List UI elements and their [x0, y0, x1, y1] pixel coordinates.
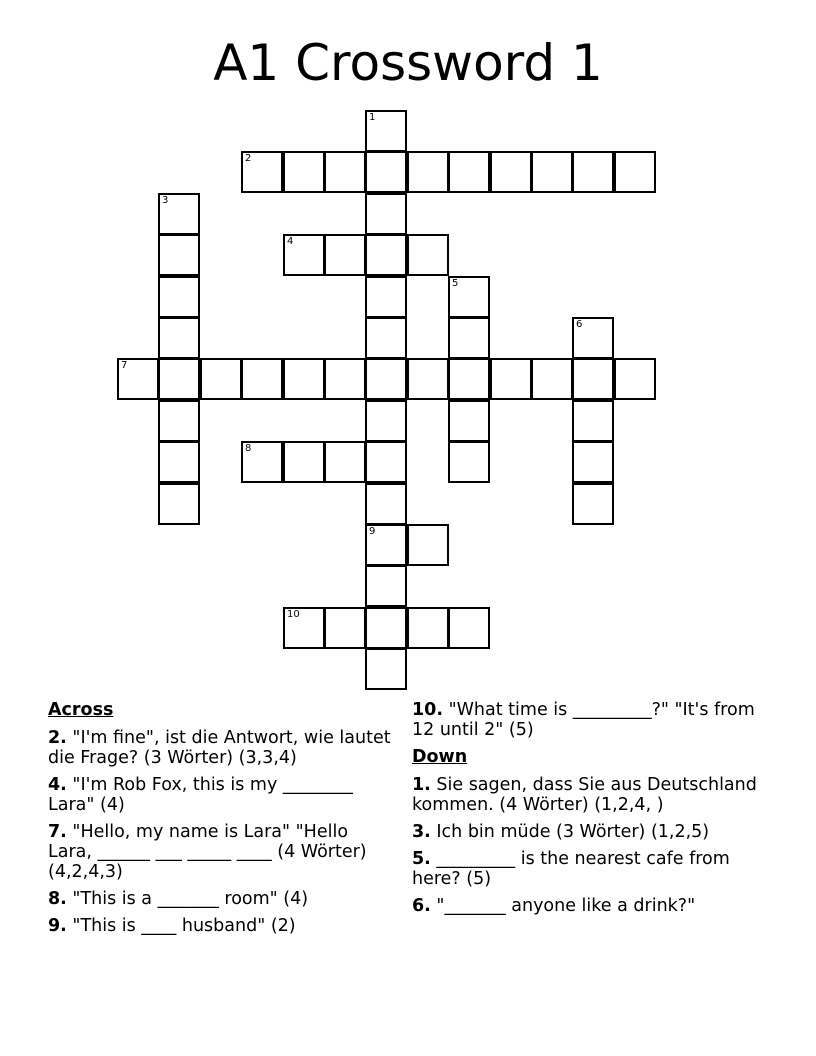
crossword-cell[interactable]	[365, 317, 407, 359]
clue-text: "I'm Rob Fox, this is my ________ Lara" (4)	[48, 775, 353, 815]
crossword-cell[interactable]	[158, 276, 200, 318]
crossword-cell[interactable]	[158, 193, 200, 235]
clue-text: "What time is _________?" "It's from 12 until 2" (5)	[412, 700, 755, 740]
clue-across-9	[48, 916, 393, 936]
crossword-cell[interactable]	[572, 151, 614, 193]
crossword-cell[interactable]	[158, 317, 200, 359]
clue-across-10	[412, 700, 757, 740]
clue-text: "Hello, my name is Lara" "Hello Lara, ______ ___ _____ ____ (4 Wörter) (4,2,4,3)	[48, 822, 367, 882]
clue-text: Ich bin müde (3 Wörter) (1,2,5)	[430, 822, 710, 842]
cell-number: 3	[162, 195, 169, 206]
crossword-cell[interactable]	[614, 151, 656, 193]
crossword-cell[interactable]	[365, 400, 407, 442]
crossword-cell[interactable]	[158, 441, 200, 483]
clue-across-7	[48, 822, 393, 882]
clue-text: Sie sagen, dass Sie aus Deutschland kommen. (4 Wörter) (1,2,4, )	[412, 775, 757, 815]
clue-number: 5.	[412, 849, 431, 869]
clue-text: _________ is the nearest cafe from here? (5)	[412, 849, 730, 889]
clue-number: 8.	[48, 889, 67, 909]
crossword-cell[interactable]	[158, 234, 200, 276]
cell-number: 8	[245, 443, 252, 454]
clue-down-5	[412, 849, 757, 889]
crossword-cell[interactable]	[241, 441, 283, 483]
clue-number: 9.	[48, 916, 67, 936]
crossword-cell[interactable]	[365, 234, 407, 276]
cell-number: 9	[369, 526, 376, 537]
clue-down-1	[412, 775, 757, 815]
crossword-cell[interactable]	[531, 151, 573, 193]
puzzle-title: A1 Crossword 1	[213, 34, 603, 92]
clue-number: 3.	[412, 822, 431, 842]
crossword-cell[interactable]	[448, 151, 490, 193]
clue-text: "This is ____ husband" (2)	[66, 916, 296, 936]
crossword-cell[interactable]	[365, 441, 407, 483]
crossword-cell[interactable]	[572, 483, 614, 525]
down-heading: Down	[412, 747, 468, 767]
crossword-cell[interactable]	[158, 400, 200, 442]
cell-number: 1	[369, 112, 376, 123]
clue-text: "_______ anyone like a drink?"	[430, 896, 696, 916]
clue-text: "This is a _______ room" (4)	[66, 889, 309, 909]
crossword-cell[interactable]	[490, 151, 532, 193]
clue-number: 2.	[48, 728, 67, 748]
crossword-cell[interactable]	[572, 317, 614, 359]
crossword-cell[interactable]	[241, 358, 283, 400]
cell-number: 5	[452, 278, 459, 289]
cell-number: 4	[287, 236, 294, 247]
crossword-cell[interactable]	[324, 234, 366, 276]
crossword-cell[interactable]	[365, 358, 407, 400]
clue-down-6	[412, 896, 757, 916]
crossword-cell[interactable]	[283, 151, 325, 193]
crossword-cell[interactable]	[158, 358, 200, 400]
crossword-cell[interactable]	[117, 358, 159, 400]
crossword-cell[interactable]	[324, 441, 366, 483]
cell-number: 2	[245, 153, 252, 164]
crossword-cell[interactable]	[365, 565, 407, 607]
clues-right-column	[412, 700, 757, 923]
crossword-cell[interactable]	[365, 648, 407, 690]
crossword-cell[interactable]	[448, 317, 490, 359]
crossword-cell[interactable]	[283, 607, 325, 649]
crossword-cell[interactable]	[614, 358, 656, 400]
crossword-cell[interactable]	[448, 400, 490, 442]
crossword-cell[interactable]	[241, 151, 283, 193]
crossword-cell[interactable]	[365, 151, 407, 193]
clue-across-8	[48, 889, 393, 909]
crossword-cell[interactable]	[365, 276, 407, 318]
crossword-cell[interactable]	[572, 358, 614, 400]
crossword-cell[interactable]	[407, 607, 449, 649]
cell-number: 7	[121, 360, 128, 371]
clues-left-column	[48, 700, 393, 943]
clue-number: 7.	[48, 822, 67, 842]
crossword-cell[interactable]	[324, 151, 366, 193]
clue-number: 4.	[48, 775, 67, 795]
crossword-cell[interactable]	[531, 358, 573, 400]
clue-number: 6.	[412, 896, 431, 916]
crossword-cell[interactable]	[365, 193, 407, 235]
clue-across-4	[48, 775, 393, 815]
crossword-cell[interactable]	[448, 276, 490, 318]
crossword-cell[interactable]	[490, 358, 532, 400]
crossword-cell[interactable]	[283, 234, 325, 276]
across-heading: Across	[48, 700, 114, 720]
crossword-cell[interactable]	[407, 234, 449, 276]
crossword-cell[interactable]	[158, 483, 200, 525]
clue-number: 10.	[412, 700, 444, 720]
crossword-cell[interactable]	[365, 110, 407, 152]
crossword-cell[interactable]	[200, 358, 242, 400]
crossword-cell[interactable]	[365, 607, 407, 649]
clue-text: "I'm fine", ist die Antwort, wie lautet die Frage? (3 Wörter) (3,3,4)	[48, 728, 391, 768]
cell-number: 10	[287, 609, 300, 620]
clue-number: 1.	[412, 775, 431, 795]
crossword-cell[interactable]	[572, 441, 614, 483]
crossword-cell[interactable]	[365, 483, 407, 525]
clue-down-3	[412, 822, 757, 842]
crossword-cell[interactable]	[365, 524, 407, 566]
clue-across-2	[48, 728, 393, 768]
crossword-cell[interactable]	[324, 607, 366, 649]
crossword-cell[interactable]	[407, 151, 449, 193]
crossword-cell[interactable]	[407, 358, 449, 400]
crossword-cell[interactable]	[448, 607, 490, 649]
crossword-cell[interactable]	[324, 358, 366, 400]
crossword-cell[interactable]	[448, 358, 490, 400]
crossword-cell[interactable]	[283, 441, 325, 483]
crossword-cell[interactable]	[572, 400, 614, 442]
crossword-cell[interactable]	[283, 358, 325, 400]
cell-number: 6	[576, 319, 583, 330]
crossword-cell[interactable]	[448, 441, 490, 483]
crossword-cell[interactable]	[407, 524, 449, 566]
